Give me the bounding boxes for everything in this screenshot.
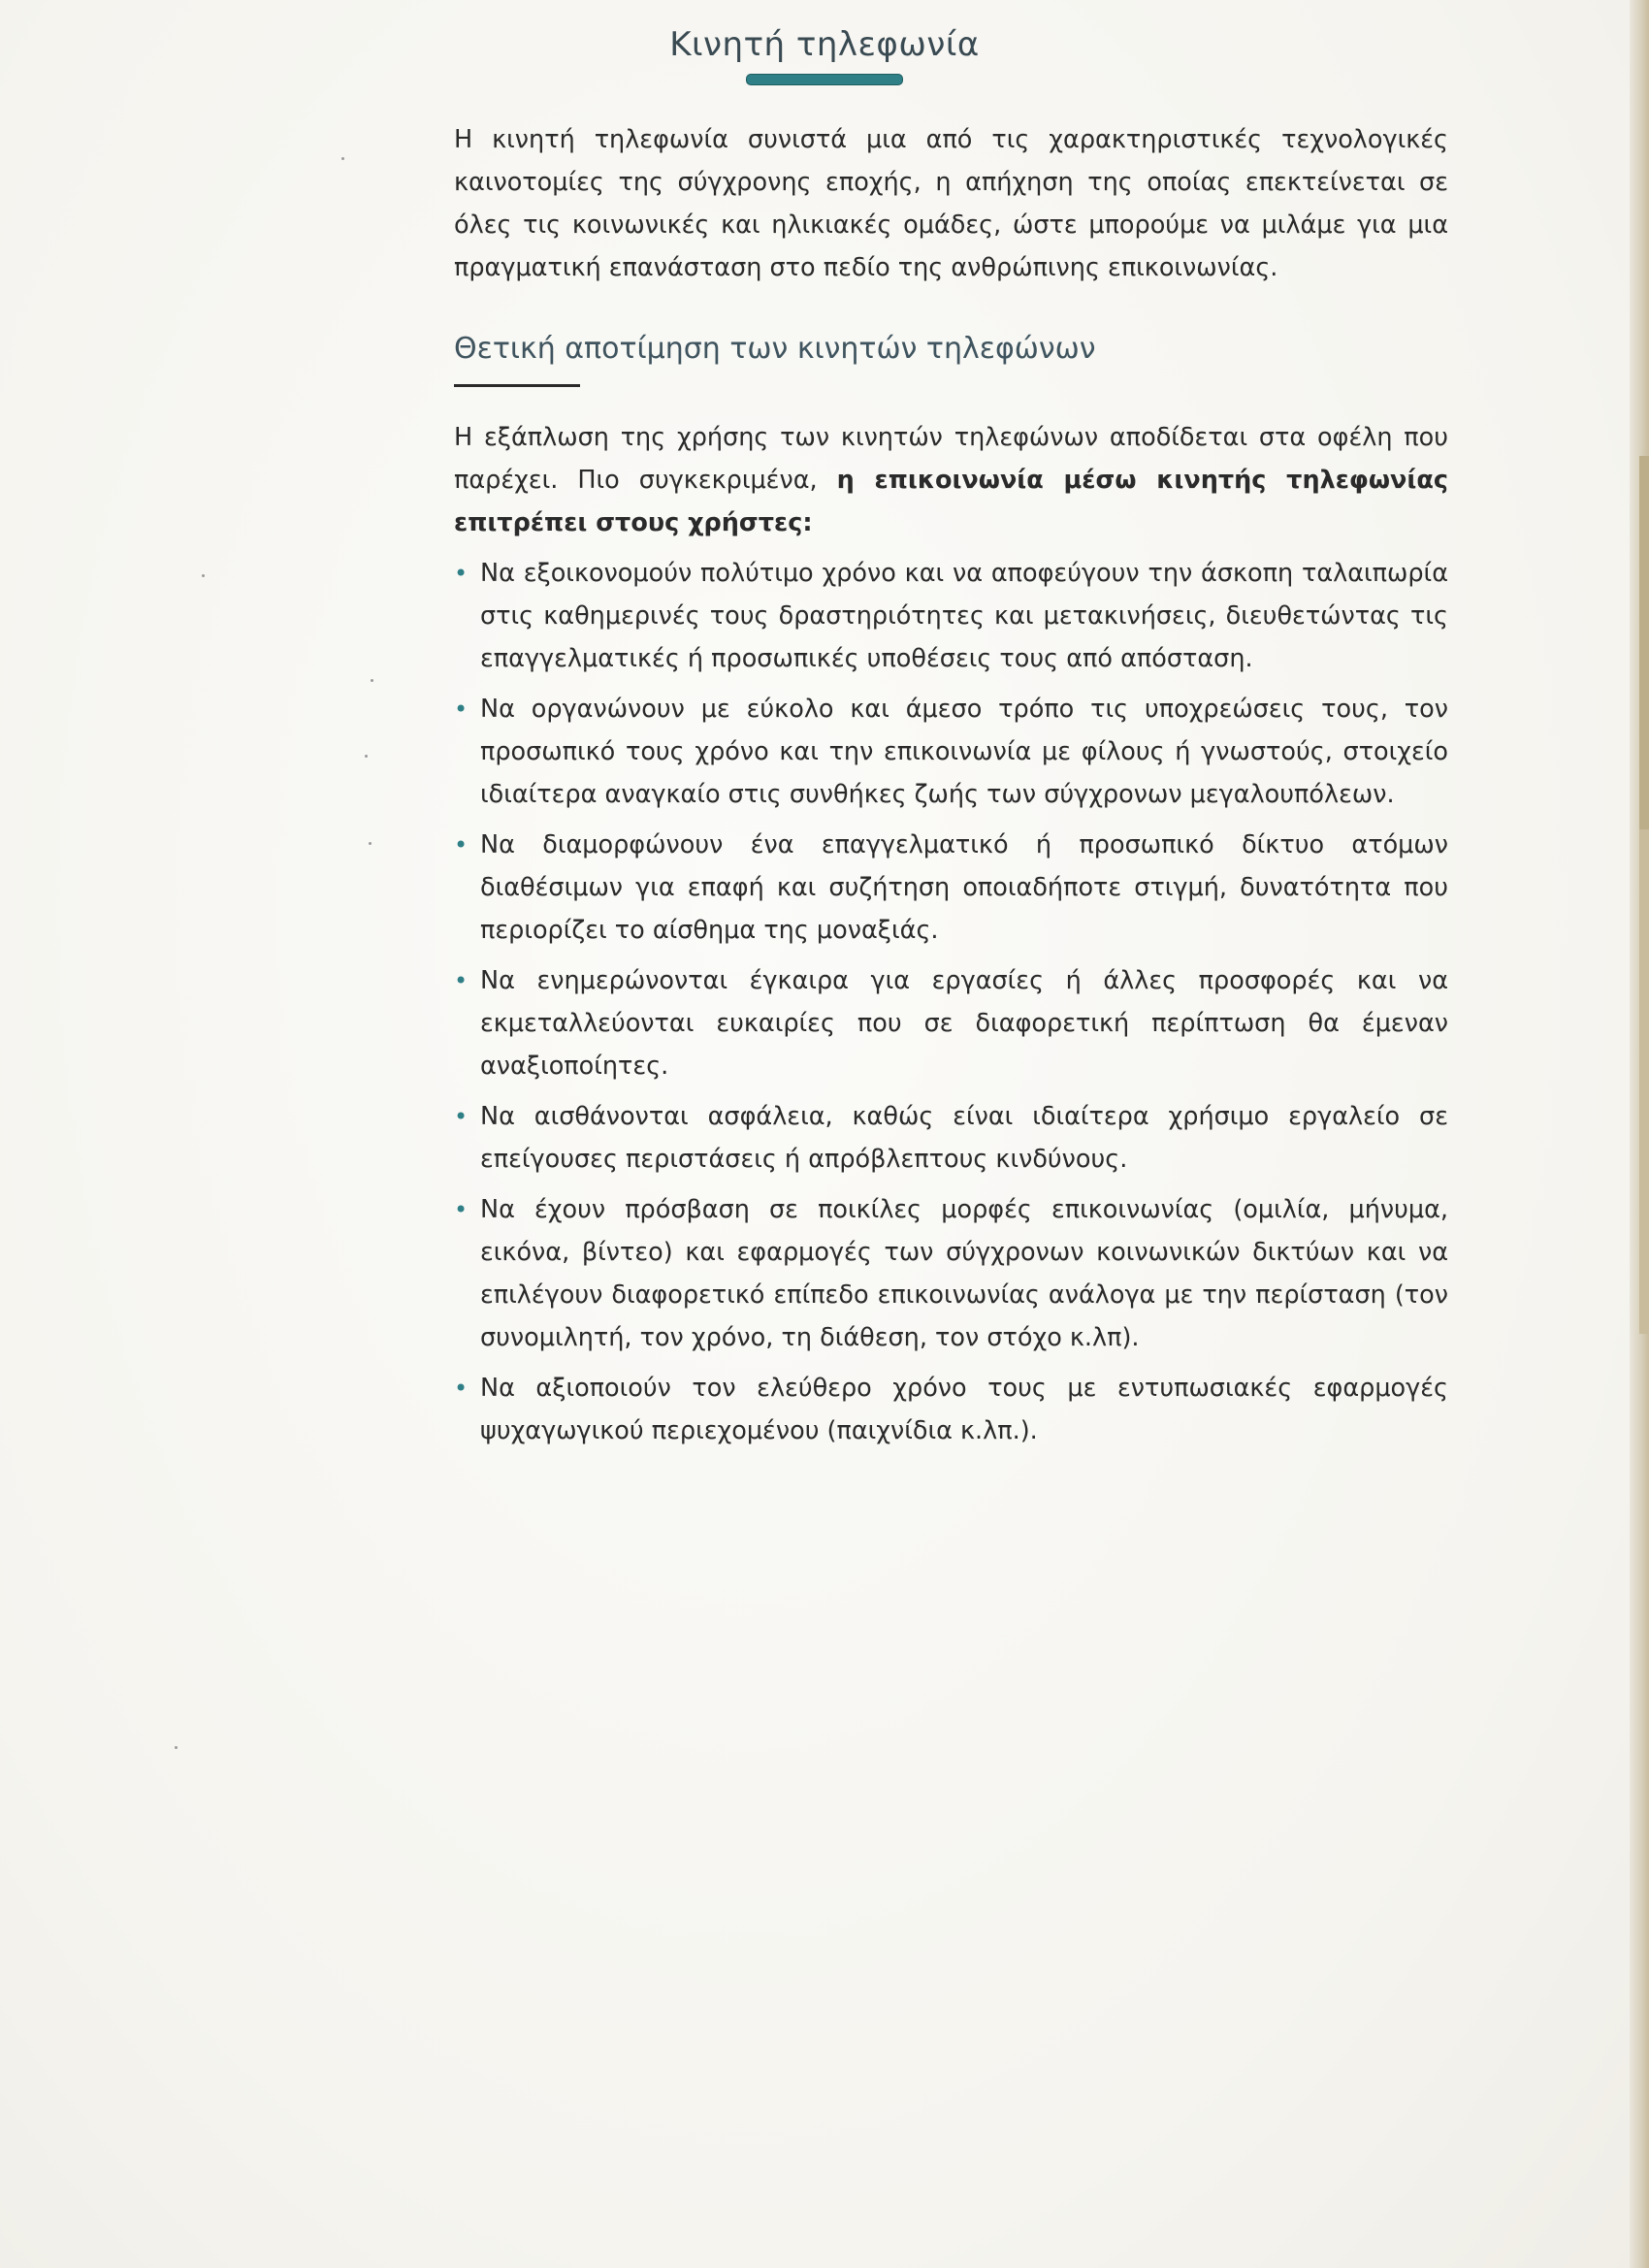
bullet-icon: •	[454, 696, 469, 723]
bullet-icon: •	[454, 1103, 469, 1130]
bullet-icon: •	[454, 831, 469, 859]
bullet-icon: •	[454, 967, 469, 994]
list-item	[454, 1188, 1448, 1359]
section-heading: Θετική αποτίμηση των κινητών τηλεφώνων	[454, 332, 1096, 366]
list-item	[454, 688, 1448, 816]
scan-speck	[202, 574, 205, 577]
scan-speck	[341, 157, 344, 160]
section-heading-rule	[454, 384, 580, 387]
scan-speck	[371, 679, 373, 682]
page-edge	[1630, 0, 1649, 2268]
list-item-text: Να έχουν πρόσβαση σε ποικίλες μορφές επικοινωνίας (ομιλία, μήνυμα, εικόνα, βίντεο) και εφαρμογές των σύγχρονων κοινωνικών δικτύων και να επιλέγουν διαφορετικό επίπεδο επικοινωνίας ανάλογα με την περίσταση (τον συνομιλητή, τον χρόνο, τη διάθεση, τον στόχο κ.λπ).	[480, 1195, 1448, 1352]
list-item-text: Να αξιοποιούν τον ελεύθερο χρόνο τους με εντυπωσιακές εφαρμογές ψυχαγωγικού περιεχομένου (παιχνίδια κ.λπ.).	[480, 1374, 1448, 1445]
lead-text: Η εξάπλωση της χρήσης των κινητών τηλεφώνων αποδίδεται στα οφέλη που παρέχει. Πιο συγκεκριμένα,	[454, 423, 1448, 495]
list-item-text: Να οργανώνουν με εύκολο και άμεσο τρόπο τις υποχρεώσεις τους, τον προσωπικό τους χρόνο και την επικοινωνία με φίλους ή γνωστούς, στοιχείο ιδιαίτερα αναγκαίο στις συνθήκες ζωής των σύγχρονων μεγαλουπόλεων.	[480, 695, 1448, 809]
title-underline-bar	[746, 74, 903, 85]
intro-paragraph: Η κινητή τηλεφωνία συνιστά μια από τις χαρακτηριστικές τεχνολογικές καινοτομίες της σύγχρονης εποχής, η απήχηση της οποίας επεκτείνεται σε όλες τις κοινωνικές και ηλικιακές ομάδες, ώστε μπορούμε να μιλάμε για μια πραγματική επανάσταση στο πεδίο της ανθρώπινης επικοινωνίας.	[454, 125, 1448, 282]
scan-speck	[365, 755, 368, 758]
bullet-icon: •	[454, 560, 469, 587]
list-item	[454, 959, 1448, 1087]
list-item-text: Να αισθάνονται ασφάλεια, καθώς είναι ιδιαίτερα χρήσιμο εργαλείο σε επείγουσες περιστάσεις ή απρόβλεπτους κινδύνους.	[480, 1102, 1448, 1174]
benefits-list	[454, 552, 1448, 1452]
lead-bold-text: η επικοινωνία μέσω κινητής τηλεφωνίας επιτρέπει στους χρήστες:	[454, 466, 1448, 537]
page-header	[0, 25, 1649, 85]
list-item-text: Να διαμορφώνουν ένα επαγγελματικό ή προσωπικό δίκτυο ατόμων διαθέσιμων για επαφή και συζήτηση οποιαδήποτε στιγμή, δυνατότητα που περιορίζει το αίσθημα της μοναξιάς.	[480, 830, 1448, 945]
list-item	[454, 1367, 1448, 1452]
scan-speck	[175, 1746, 178, 1749]
list-item	[454, 1095, 1448, 1181]
page-title: Κινητή τηλεφωνία	[669, 25, 980, 64]
main-content	[454, 118, 1448, 1452]
page-edge-tab	[1639, 456, 1649, 863]
list-item-text: Να ενημερώνονται έγκαιρα για εργασίες ή άλλες προσφορές και να εκμεταλλεύονται ευκαιρίες που σε διαφορετική περίπτωση θα έμεναν αναξιοποίητες.	[480, 966, 1448, 1081]
bullet-icon: •	[454, 1375, 469, 1402]
bullet-icon: •	[454, 1196, 469, 1223]
scan-speck	[369, 842, 372, 845]
list-item	[454, 824, 1448, 952]
lead-paragraph	[454, 416, 1448, 544]
list-item	[454, 552, 1448, 680]
list-item-text: Να εξοικονομούν πολύτιμο χρόνο και να αποφεύγουν την άσκοπη ταλαιπωρία στις καθημερινές τους δραστηριότητες και μετακινήσεις, διευθετώντας τις επαγγελματικές ή προσωπικές υποθέσεις τους από απόσταση.	[480, 559, 1448, 673]
page-edge-tab	[1639, 829, 1649, 1334]
